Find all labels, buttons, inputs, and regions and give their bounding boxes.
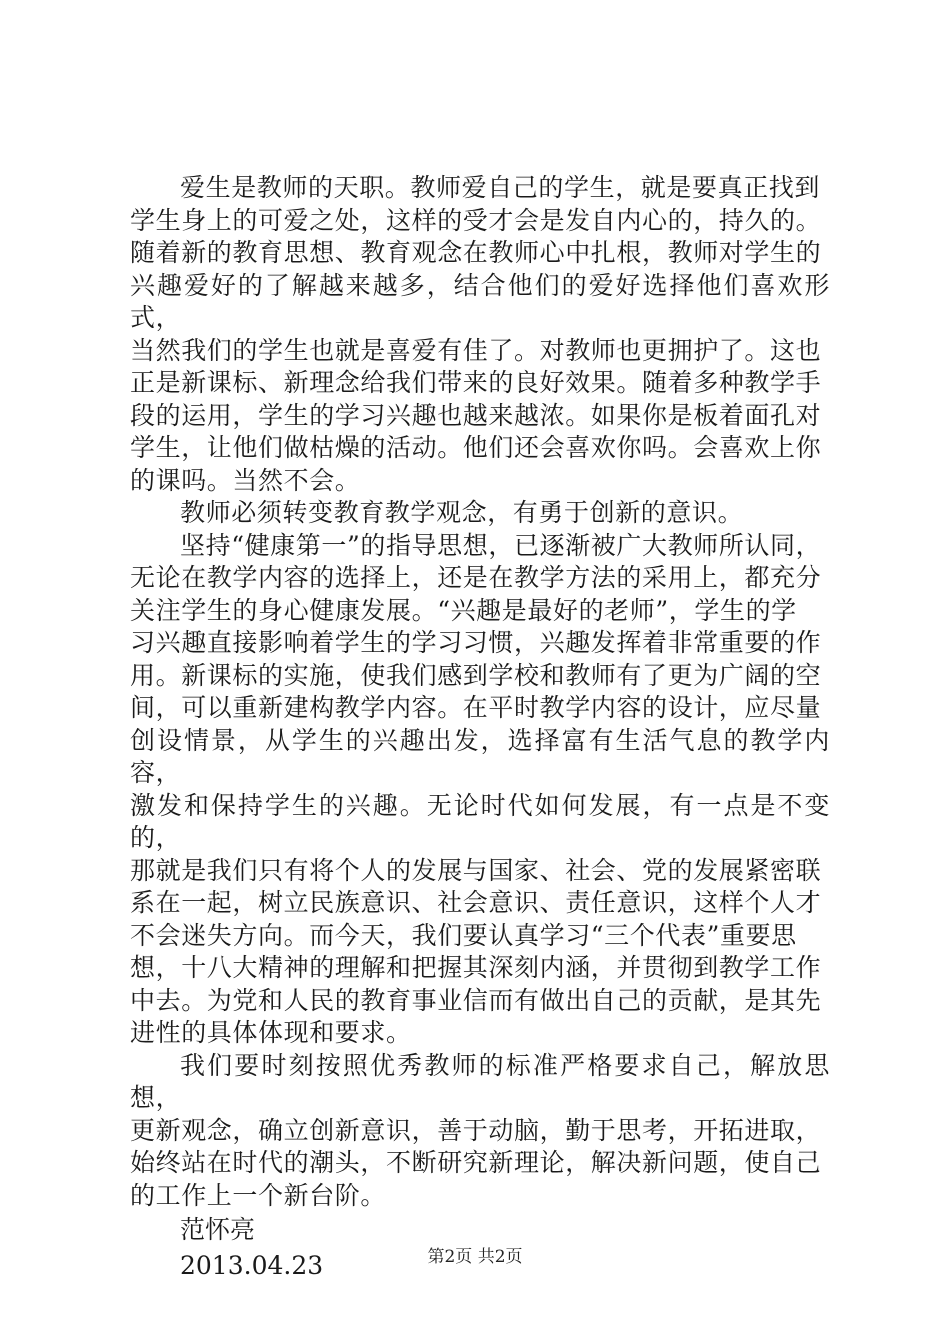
paragraph-strict-requirements: 我们要时刻按照优秀教师的标准严格要求自己，解放思想， 更新观念，确立创新意识，善于动脑，勤于思考，开拓进取， 始终站在时代的潮头，不断研究新理论，解决新问题，使自己 的工作上一个新台阶。 — [130, 1050, 830, 1210]
author-name: 范怀亮 — [180, 1215, 256, 1244]
document-body — [130, 172, 830, 1284]
paragraph-love-students: 爱生是教师的天职。教师爱自己的学生，就是要真正找到 学生身上的可爱之处，这样的受才会是发自内心的，持久的。 随着新的教育思想、教育观念在教师心中扎根，教师对学生的 兴趣爱好的了解越来越多，结合他们的爱好选择他们喜欢形式， 当然我们的学生也就是喜爱有佳了。对教师也更拥护了。这也 正是新课标、新理念给我们带来的良好效果。随着多种教学手 段的运用，学生的学习兴趣也越来越浓。如果你是板着面孔对 学生，让他们做枯燥的活动。他们还会喜欢你吗。会喜欢上你 的课吗。当然不会。 — [130, 173, 830, 495]
page-number-footer: 第2页 共2页 — [427, 1247, 523, 1267]
paragraph-health-first: 坚持“健康第一”的指导思想，已逐渐被广大教师所认同， 无论在教学内容的选择上，还是在教学方法的采用上，都充分 关注学生的身心健康发展。“兴趣是最好的老师”，学生的学 习兴趣直接影响着学生的学习习惯，兴趣发挥着非常重要的作 用。新课标的实施，使我们感到学校和教师有了更为广阔的空 间，可以重新建构教学内容。在平时教学内容的设计，应尽量 创设情景，从学生的兴趣出发，选择富有生活气息的教学内容， 激发和保持学生的兴趣。无论时代如何发展，有一点是不变的， 那就是我们只有将个人的发展与国家、社会、党的发展紧密联 系在一起，树立民族意识、社会意识、责任意识，这样个人才 不会迷失方向。而今天，我们要认真学习“三个代表”重要思 想，十八大精神的理解和把握其深刻内涵，并贯彻到教学工作 中去。为党和人民的教育事业信而有做出自己的贡献，是其先 进性的具体体现和要求。 — [130, 530, 830, 1047]
paragraph-change-concepts: 教师必须转变教育教学观念，有勇于创新的意识。 — [180, 498, 744, 527]
document-date: 2013.04.23 — [180, 1251, 324, 1280]
